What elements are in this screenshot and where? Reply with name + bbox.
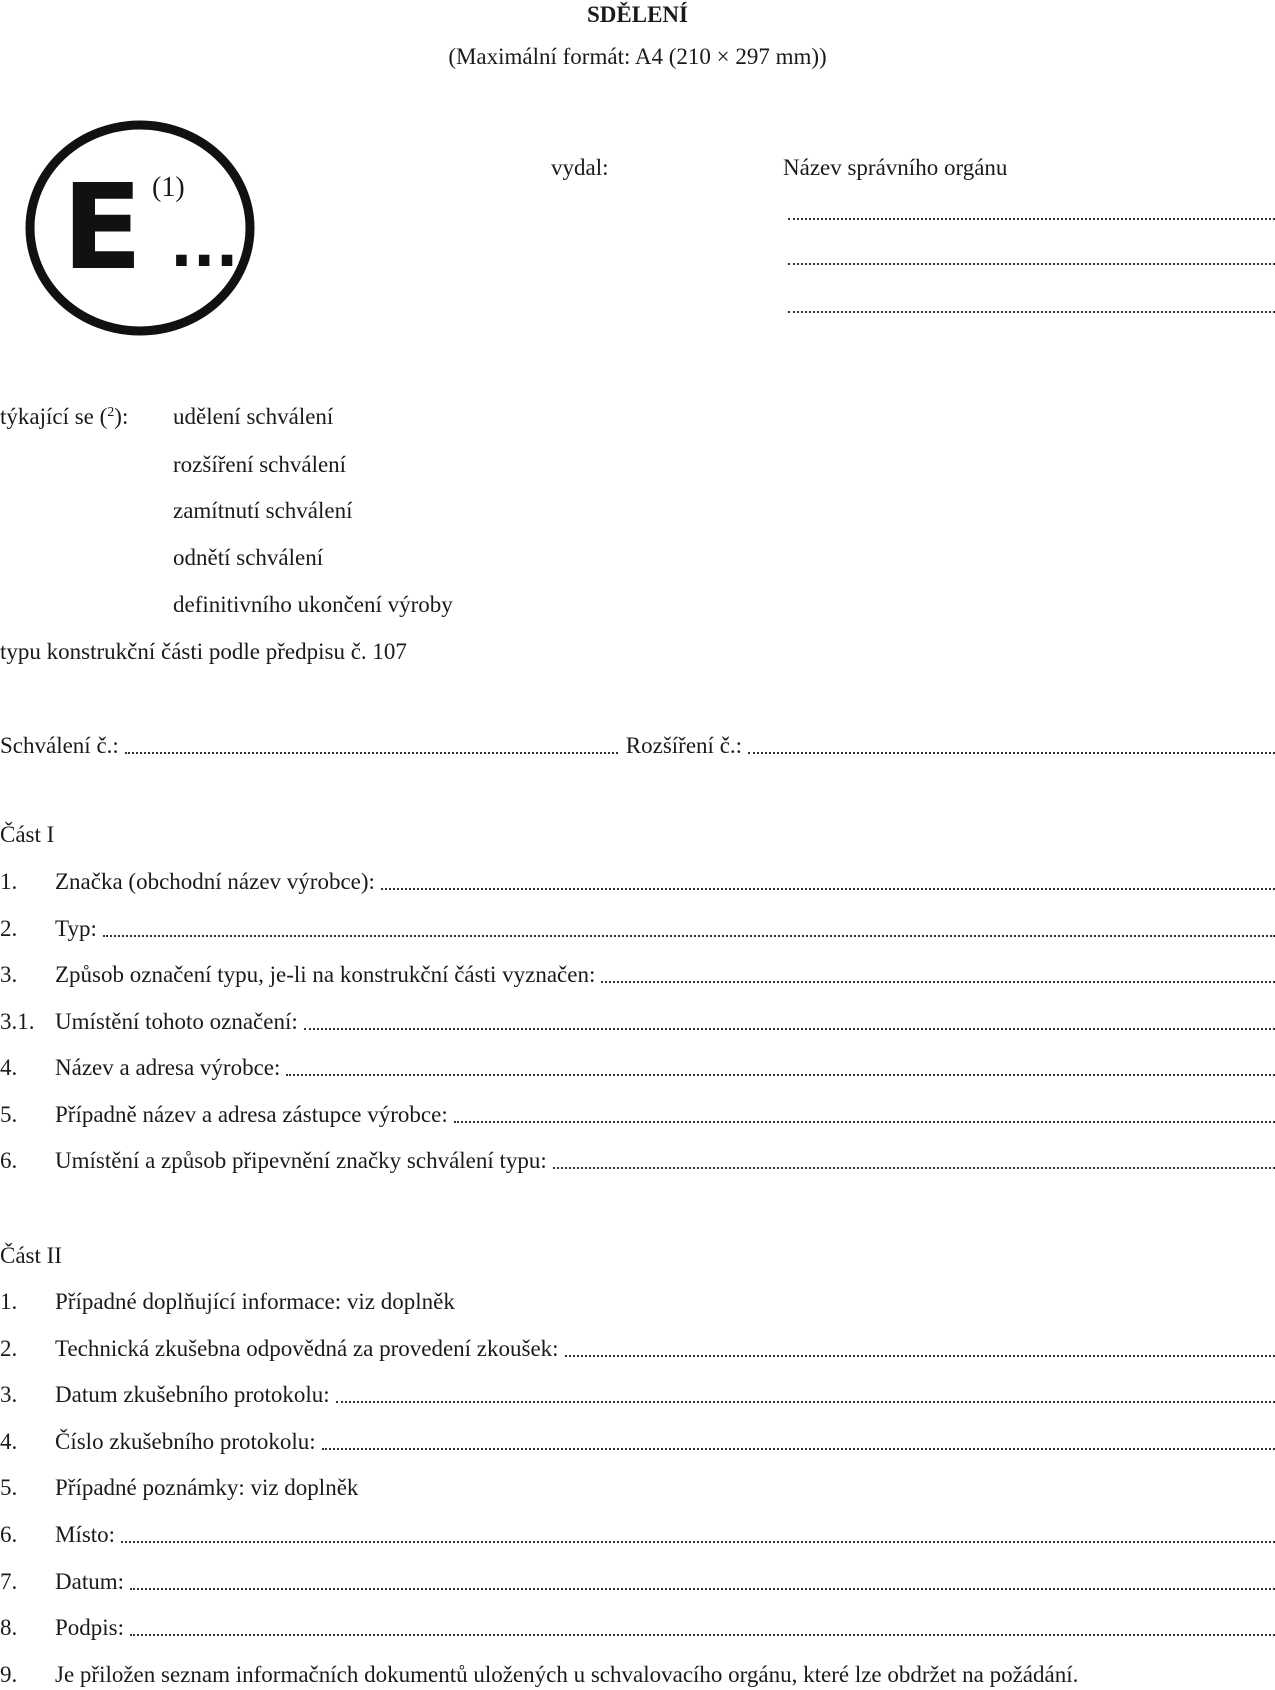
item-label: Číslo zkušebního protokolu:: [55, 1428, 316, 1454]
form-item-row: [0, 1660, 1275, 1690]
form-item-row: [0, 1287, 1275, 1317]
item-fill-line: [130, 1588, 1275, 1590]
form-item-row: [0, 1567, 1275, 1597]
item-fill-line: [304, 1028, 1275, 1030]
item-label: Podpis:: [55, 1615, 125, 1641]
item-label: Případné poznámky: viz doplněk: [55, 1475, 359, 1501]
item-fill-line: [454, 1121, 1275, 1123]
e-mark-circle-symbol: [22, 120, 260, 338]
item-number: 5.: [0, 1101, 18, 1127]
part-1-heading: Část I: [0, 822, 55, 847]
item-label: Případně název a adresa zástupce výrobce:: [55, 1101, 448, 1127]
issuer-label: vydal:: [551, 155, 609, 180]
item-fill-line: [565, 1355, 1275, 1357]
form-item-row: [0, 1380, 1275, 1410]
concerning-option-discontinued: definitivního ukončení výroby: [173, 592, 453, 617]
item-label: Místo:: [55, 1522, 116, 1547]
item-number: 5.: [0, 1475, 18, 1501]
extension-number-fill: [748, 752, 1275, 754]
form-item-row: [0, 1100, 1275, 1130]
item-label: Případné doplňující informace: viz doplněk: [55, 1289, 455, 1314]
item-label: Datum zkušebního protokolu:: [55, 1382, 330, 1408]
approval-number-fill: [125, 752, 618, 754]
item-number: 3.: [0, 1382, 18, 1408]
form-item-row: [0, 914, 1275, 944]
extension-number-label: Rozšíření č.:: [625, 733, 743, 758]
issuer-fill-line-1: [788, 218, 1275, 220]
approval-number-row: [0, 731, 1275, 761]
item-number: 7.: [0, 1568, 18, 1594]
item-label: Název a adresa výrobce:: [55, 1055, 281, 1080]
item-number: 1.: [0, 1289, 18, 1314]
issuer-name: Název správního orgánu: [783, 155, 1008, 180]
item-number: 9.: [0, 1661, 18, 1687]
item-fill-line: [601, 981, 1275, 983]
item-label: Značka (obchodní název výrobce):: [55, 869, 375, 894]
item-fill-line: [322, 1448, 1275, 1450]
concerning-label: týkající se ($^2$):: [0, 404, 129, 429]
form-item-row: [0, 1473, 1275, 1503]
concerning-option-refusal: zamítnutí schválení: [173, 498, 353, 523]
item-label: Umístění tohoto označení:: [55, 1008, 298, 1034]
item-number: 4.: [0, 1428, 18, 1454]
item-number: 2.: [0, 1335, 18, 1361]
item-label: Technická zkušebna odpovědná za provedení zkoušek:: [55, 1335, 559, 1361]
item-number: 3.: [0, 962, 18, 987]
e-mark-footnote: (1): [152, 172, 185, 203]
item-number: 4.: [0, 1055, 18, 1080]
approval-number-label: Schválení č.:: [0, 733, 119, 758]
document-title: SDĚLENÍ: [587, 2, 688, 27]
form-item-row: [0, 1613, 1275, 1643]
item-fill-line: [286, 1074, 1275, 1076]
concerning-option-grant: udělení schválení: [173, 404, 334, 429]
form-item-row: [0, 1427, 1275, 1457]
form-item-row: [0, 1520, 1275, 1550]
item-number: 3.1.: [0, 1008, 35, 1034]
document-subtitle: (Maximální formát: A4 (210 × 297 mm)): [448, 44, 827, 69]
form-item-row: [0, 1007, 1275, 1037]
form-item-row: [0, 1053, 1275, 1083]
item-fill-line: [553, 1167, 1275, 1169]
item-fill-line: [121, 1541, 1275, 1543]
regulation-type-line: typu konstrukční části podle předpisu č. 107: [0, 639, 407, 664]
item-number: 1.: [0, 869, 18, 894]
item-label: Umístění a způsob připevnění značky schválení typu:: [55, 1148, 547, 1173]
item-number: 6.: [0, 1522, 18, 1547]
form-item-row: [0, 1334, 1275, 1364]
form-item-row: [0, 960, 1275, 990]
item-label: Způsob označení typu, je-li na konstrukční části vyznačen:: [55, 962, 596, 987]
item-number: 8.: [0, 1615, 18, 1641]
item-fill-line: [130, 1634, 1275, 1636]
part-2-heading: Část II: [0, 1243, 62, 1268]
concerning-option-extension: rozšíření schválení: [173, 452, 347, 477]
item-fill-line: [336, 1401, 1275, 1403]
item-fill-line: [381, 888, 1275, 890]
item-label: Je přiložen seznam informačních dokumentů uložených u schvalovacího orgánu, které lze obdržet na požádání.: [55, 1661, 1079, 1687]
item-label: Typ:: [55, 915, 97, 941]
form-item-row: [0, 867, 1275, 897]
issuer-fill-line-3: [788, 311, 1275, 313]
item-number: 2.: [0, 915, 18, 941]
item-number: 6.: [0, 1148, 18, 1173]
e-mark-suffix: ...: [170, 211, 239, 281]
item-label: Datum:: [55, 1568, 124, 1594]
issuer-fill-line-2: [788, 263, 1275, 265]
concerning-option-withdrawal: odnětí schválení: [173, 545, 324, 570]
form-item-row: [0, 1146, 1275, 1176]
item-fill-line: [103, 935, 1275, 937]
e-mark-letter: E: [62, 158, 143, 296]
